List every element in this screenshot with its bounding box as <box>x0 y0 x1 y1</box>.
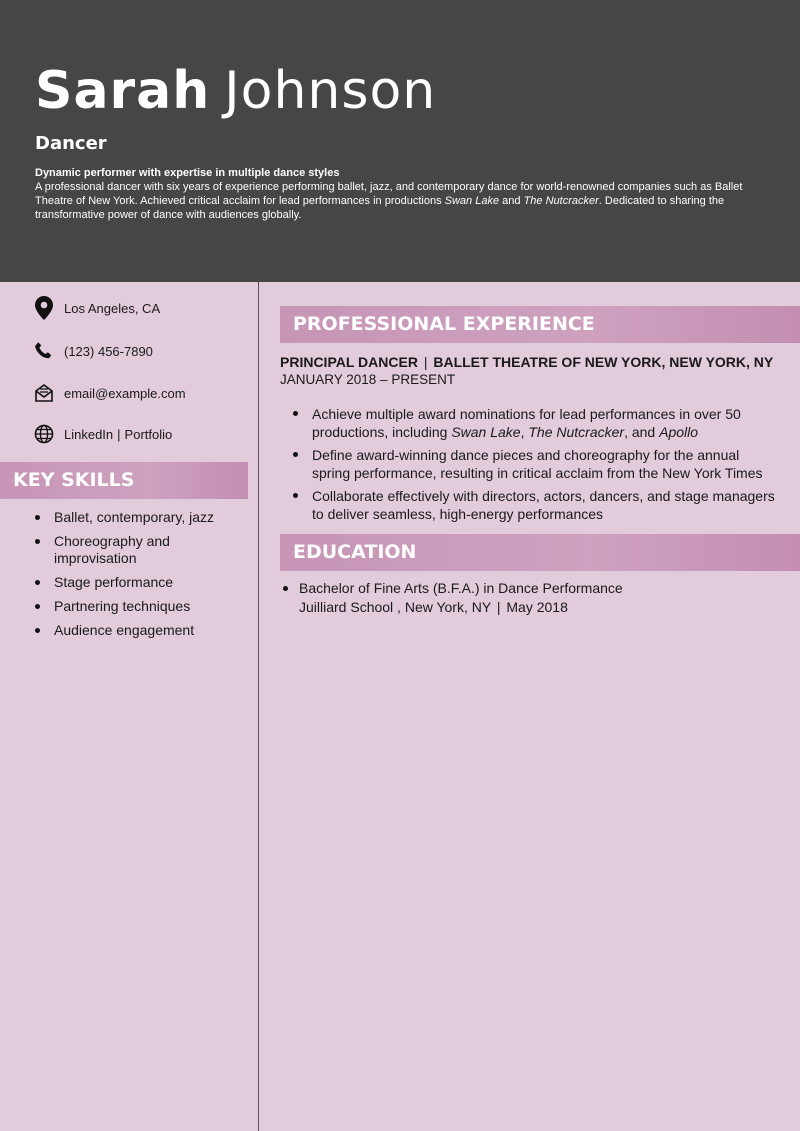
summary <box>35 180 765 222</box>
link-separator: | <box>117 426 121 442</box>
graduation-date: May 2018 <box>506 599 568 615</box>
production-title: Apollo <box>659 424 699 440</box>
globe-icon <box>33 423 55 445</box>
linkedin-link[interactable]: LinkedIn <box>64 426 114 442</box>
skill-item: Ballet, contemporary, jazz <box>33 509 233 526</box>
summary-text: and <box>499 195 524 207</box>
contact-location <box>33 297 160 319</box>
job-title: Dancer <box>35 133 107 154</box>
skills-heading: KEY SKILLS <box>0 462 248 499</box>
summary-text: . Dedicated to sharing the transformative power of dance with audiences globally. <box>35 195 725 221</box>
role-title: PRINCIPAL DANCER <box>280 354 418 370</box>
skill-item: Partnering techniques <box>33 598 233 615</box>
contact-email <box>33 382 186 404</box>
bullet-text: , <box>520 424 529 440</box>
summary-work-title: The Nutcracker <box>523 195 599 207</box>
school-line <box>282 598 623 617</box>
first-name: Sarah <box>35 61 211 121</box>
column-divider <box>258 282 259 1131</box>
skill-item: Audience engagement <box>33 622 233 639</box>
contact-phone <box>33 340 153 362</box>
portfolio-link[interactable]: Portfolio <box>124 426 173 442</box>
experience-bullet: Collaborate effectively with directors, actors, dancers, and stage managers to deliver seamless, high-energy performances <box>290 487 780 523</box>
skill-item: Choreography and improvisation <box>33 533 233 567</box>
phone-icon <box>33 340 55 362</box>
contact-web <box>33 423 172 445</box>
phone-text[interactable]: (123) 456-7890 <box>64 343 153 359</box>
summary-work-title: Swan Lake <box>444 195 500 207</box>
skill-item: Stage performance <box>33 574 233 591</box>
bullet-text: Achieve multiple award nominations for lead performances in over 50 productions, including <box>312 406 741 440</box>
school-name: Juilliard School , New York, NY <box>299 599 491 615</box>
tagline: Dynamic performer with expertise in multiple dance styles <box>35 167 340 179</box>
location-text: Los Angeles, CA <box>64 300 161 316</box>
role-separator: | <box>423 354 428 370</box>
company-name: BALLET THEATRE OF NEW YORK, NEW YORK, NY <box>433 354 774 370</box>
education-heading: EDUCATION <box>280 534 800 571</box>
skills-list <box>33 509 233 646</box>
production-title: Swan Lake <box>451 424 521 440</box>
resume-header <box>0 0 800 282</box>
experience-heading: PROFESSIONAL EXPERIENCE <box>280 306 800 343</box>
school-separator: | <box>496 599 501 615</box>
email-link[interactable]: email@example.com <box>64 385 186 401</box>
experience-bullet <box>290 405 780 441</box>
employment-dates: JANUARY 2018 – PRESENT <box>280 372 456 387</box>
degree: Bachelor of Fine Arts (B.F.A.) in Dance Performance <box>282 579 623 598</box>
summary-text: A professional dancer with six years of experience performing ballet, jazz, and contemporary dance for world-renowned companies such as Ballet Theatre of New York. Achieved critical acclaim for lead performances in productions <box>35 181 743 207</box>
experience-bullet: Define award-winning dance pieces and choreography for the annual spring performance, resulting in critical acclaim from the New York Times <box>290 446 780 482</box>
map-pin-icon <box>33 297 55 319</box>
experience-bullets <box>290 405 780 528</box>
last-name: Johnson <box>224 61 437 121</box>
envelope-icon <box>33 382 55 404</box>
bullet-text: , and <box>624 424 660 440</box>
candidate-name <box>35 56 436 126</box>
job-role-line <box>280 354 773 370</box>
production-title: The Nutcracker <box>528 424 625 440</box>
education-entry <box>282 579 623 617</box>
